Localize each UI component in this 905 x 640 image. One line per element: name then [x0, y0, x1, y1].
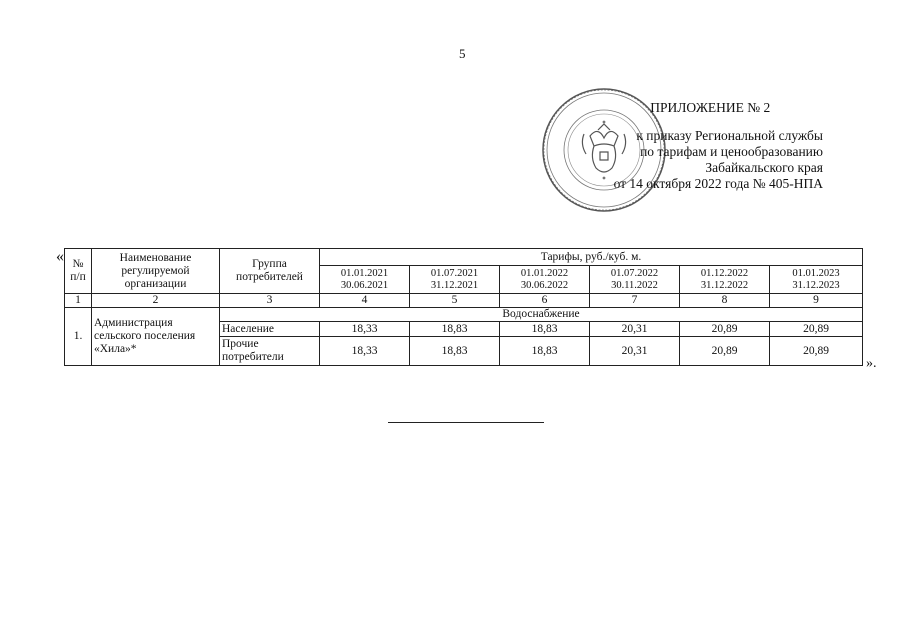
- tariff-value: 18,33: [320, 322, 410, 337]
- closing-quote: ».: [866, 356, 877, 371]
- period-to: 30.06.2021: [340, 279, 389, 291]
- period-from: 01.12.2022: [700, 267, 749, 279]
- period-header-1: [320, 266, 410, 294]
- period-from: 01.07.2021: [430, 267, 479, 279]
- period-header-5: [680, 266, 770, 294]
- period-to: 31.12.2023: [792, 279, 840, 291]
- tariff-value: 18,83: [500, 322, 590, 337]
- period-header-2: [410, 266, 500, 294]
- header-num: № п/п: [65, 249, 92, 294]
- consumer-group: Прочие потребители: [220, 337, 320, 366]
- column-number: 7: [590, 294, 680, 308]
- divider-line: [388, 422, 544, 423]
- period-header-3: [500, 266, 590, 294]
- tariff-value: 18,83: [410, 322, 500, 337]
- period-header-4: [590, 266, 680, 294]
- appendix-line-4: от 14 октября 2022 года № 405-НПА: [613, 176, 823, 191]
- period-to: 31.12.2022: [700, 279, 749, 291]
- column-number: 1: [65, 294, 92, 308]
- period-header-6: [770, 266, 863, 294]
- header-group: Группа потребителей: [220, 249, 320, 294]
- page-number: 5: [459, 46, 466, 61]
- appendix-line-1: к приказу Региональной службы: [636, 128, 823, 143]
- period-to: 30.11.2022: [611, 279, 658, 291]
- opening-quote: «: [56, 248, 64, 265]
- table-row: [65, 308, 863, 322]
- header-org: Наименование регулируемой организации: [92, 249, 220, 294]
- column-number: 9: [770, 294, 863, 308]
- tariff-table: [64, 248, 863, 366]
- appendix-line-3: Забайкальского края: [705, 160, 823, 175]
- column-number-row: [65, 294, 863, 308]
- tariff-value: 20,89: [680, 322, 770, 337]
- column-number: 8: [680, 294, 770, 308]
- organization-name: Администрация сельского поселения «Хила»*: [92, 308, 220, 366]
- tariff-value: 18,83: [500, 337, 590, 366]
- period-from: 01.01.2022: [520, 267, 569, 279]
- row-number: 1.: [65, 308, 92, 366]
- service-name: Водоснабжение: [220, 308, 863, 322]
- column-number: 2: [92, 294, 220, 308]
- period-to: 30.06.2022: [520, 279, 569, 291]
- period-from: 01.01.2021: [340, 267, 389, 279]
- tariff-value: 18,33: [320, 337, 410, 366]
- appendix-header: [614, 100, 823, 192]
- period-from: 01.07.2022: [610, 267, 659, 279]
- consumer-group: Население: [220, 322, 320, 337]
- tariff-value: 20,89: [680, 337, 770, 366]
- tariff-value: 20,89: [770, 322, 863, 337]
- period-from: 01.01.2023: [792, 267, 840, 279]
- period-to: 31.12.2021: [430, 279, 479, 291]
- column-number: 6: [500, 294, 590, 308]
- appendix-title: ПРИЛОЖЕНИЕ № 2: [650, 100, 771, 115]
- column-number: 3: [220, 294, 320, 308]
- tariff-value: 20,31: [590, 337, 680, 366]
- header-tariffs: Тарифы, руб./куб. м.: [320, 249, 863, 266]
- appendix-line-2: по тарифам и ценообразованию: [640, 144, 823, 159]
- tariff-value: 18,83: [410, 337, 500, 366]
- column-number: 4: [320, 294, 410, 308]
- tariff-value: 20,89: [770, 337, 863, 366]
- column-number: 5: [410, 294, 500, 308]
- tariff-value: 20,31: [590, 322, 680, 337]
